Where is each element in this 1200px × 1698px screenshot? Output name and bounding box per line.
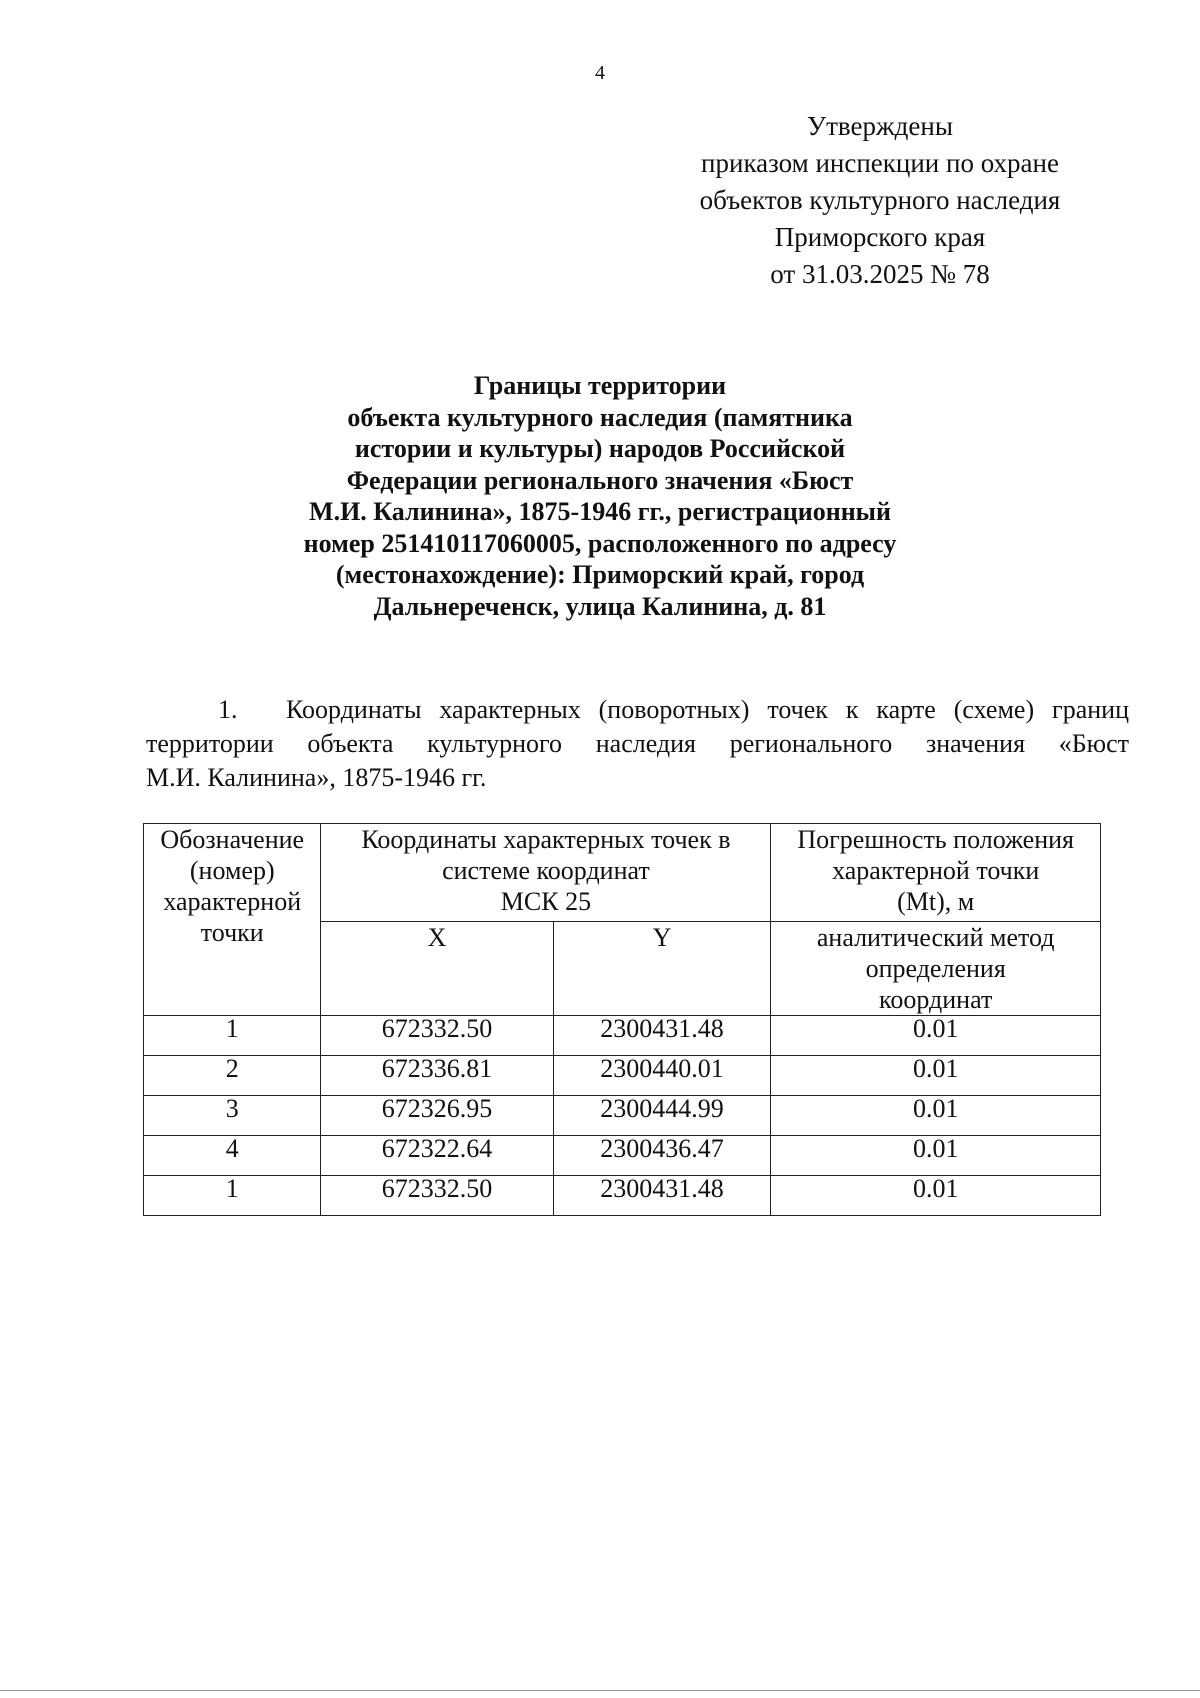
- title-line: номер 251410117060005, расположенного по адресу: [303, 528, 897, 558]
- header-text: Обозначение: [160, 825, 305, 854]
- title-line: (местонахождение): Приморский край, город: [335, 560, 865, 589]
- header-text: точки: [200, 918, 264, 947]
- header-text: характерной точки: [832, 856, 1040, 885]
- title-line: объекта культурного наследия (памятника: [347, 402, 853, 432]
- cell-mt: 0.01: [771, 1096, 1101, 1136]
- table-header-row: [144, 824, 1101, 922]
- paragraph-line: территории объекта культурного наследия регионального значения «Бюст: [146, 729, 1129, 758]
- table-row: [144, 1016, 1101, 1056]
- paragraph-line: М.И. Калинина», 1875-1946 гг.: [146, 763, 487, 792]
- header-coordinates: [321, 824, 771, 922]
- table-row: [144, 1056, 1101, 1096]
- title-line: истории и культуры) народов Российской: [354, 434, 846, 463]
- cell-x: 672332.50: [321, 1016, 553, 1056]
- cell-mt: 0.01: [771, 1136, 1101, 1176]
- header-text: определения: [865, 954, 1006, 983]
- header-y: Y: [553, 922, 771, 1016]
- cell-y: 2300436.47: [553, 1136, 771, 1176]
- header-text: Погрешность положения: [797, 825, 1075, 854]
- paragraph-1: [146, 693, 1129, 795]
- approval-line: приказом инспекции по охране: [701, 148, 1059, 178]
- header-text: Координаты характерных точек в: [361, 825, 731, 854]
- cell-x: 672326.95: [321, 1096, 553, 1136]
- header-error: [771, 824, 1101, 922]
- header-text: (Mt), м: [897, 887, 975, 916]
- title-line: Дальнереченск, улица Калинина, д. 81: [373, 591, 827, 621]
- approval-line: от 31.03.2025 № 78: [770, 259, 990, 289]
- scan-edge-line: [0, 1690, 1200, 1691]
- page-number: 4: [595, 62, 605, 84]
- paragraph-line: [146, 693, 1129, 727]
- cell-x: 672336.81: [321, 1056, 553, 1096]
- header-method: [771, 922, 1101, 1016]
- document-title: [240, 370, 960, 622]
- cell-mt: 0.01: [771, 1056, 1101, 1096]
- cell-mt: 0.01: [771, 1016, 1101, 1056]
- approval-block: [640, 108, 1120, 293]
- header-point-designation: [144, 824, 321, 1016]
- header-text: системе координат: [442, 856, 650, 885]
- cell-point: 3: [144, 1096, 321, 1136]
- coordinates-table: [143, 823, 1101, 1216]
- cell-point: 4: [144, 1136, 321, 1176]
- cell-y: 2300431.48: [553, 1176, 771, 1216]
- header-text: (номер): [189, 856, 275, 885]
- title-line: М.И. Калинина», 1875-1946 гг., регистрационный: [309, 497, 891, 526]
- cell-y: 2300431.48: [553, 1016, 771, 1056]
- paragraph-text: Координаты характерных (поворотных) точек к карте (схеме) границ: [286, 695, 1129, 724]
- cell-x: 672332.50: [321, 1176, 553, 1216]
- approval-line: Приморского края: [774, 222, 986, 252]
- cell-point: 1: [144, 1176, 321, 1216]
- approval-line: Утверждены: [807, 111, 953, 141]
- cell-y: 2300440.01: [553, 1056, 771, 1096]
- header-text: аналитический метод: [816, 923, 1055, 952]
- cell-y: 2300444.99: [553, 1096, 771, 1136]
- title-line: Федерации регионального значения «Бюст: [346, 465, 854, 495]
- header-text: характерной: [163, 887, 302, 916]
- cell-x: 672322.64: [321, 1136, 553, 1176]
- paragraph-number: 1.: [218, 695, 238, 724]
- approval-line: объектов культурного наследия: [699, 185, 1061, 215]
- header-text: МСК 25: [500, 887, 592, 916]
- cell-mt: 0.01: [771, 1176, 1101, 1216]
- table-row: [144, 1176, 1101, 1216]
- table-row: [144, 1136, 1101, 1176]
- table-row: [144, 1096, 1101, 1136]
- header-x: X: [321, 922, 553, 1016]
- cell-point: 1: [144, 1016, 321, 1056]
- cell-point: 2: [144, 1056, 321, 1096]
- header-text: координат: [879, 985, 993, 1014]
- title-line: Границы территории: [473, 371, 727, 400]
